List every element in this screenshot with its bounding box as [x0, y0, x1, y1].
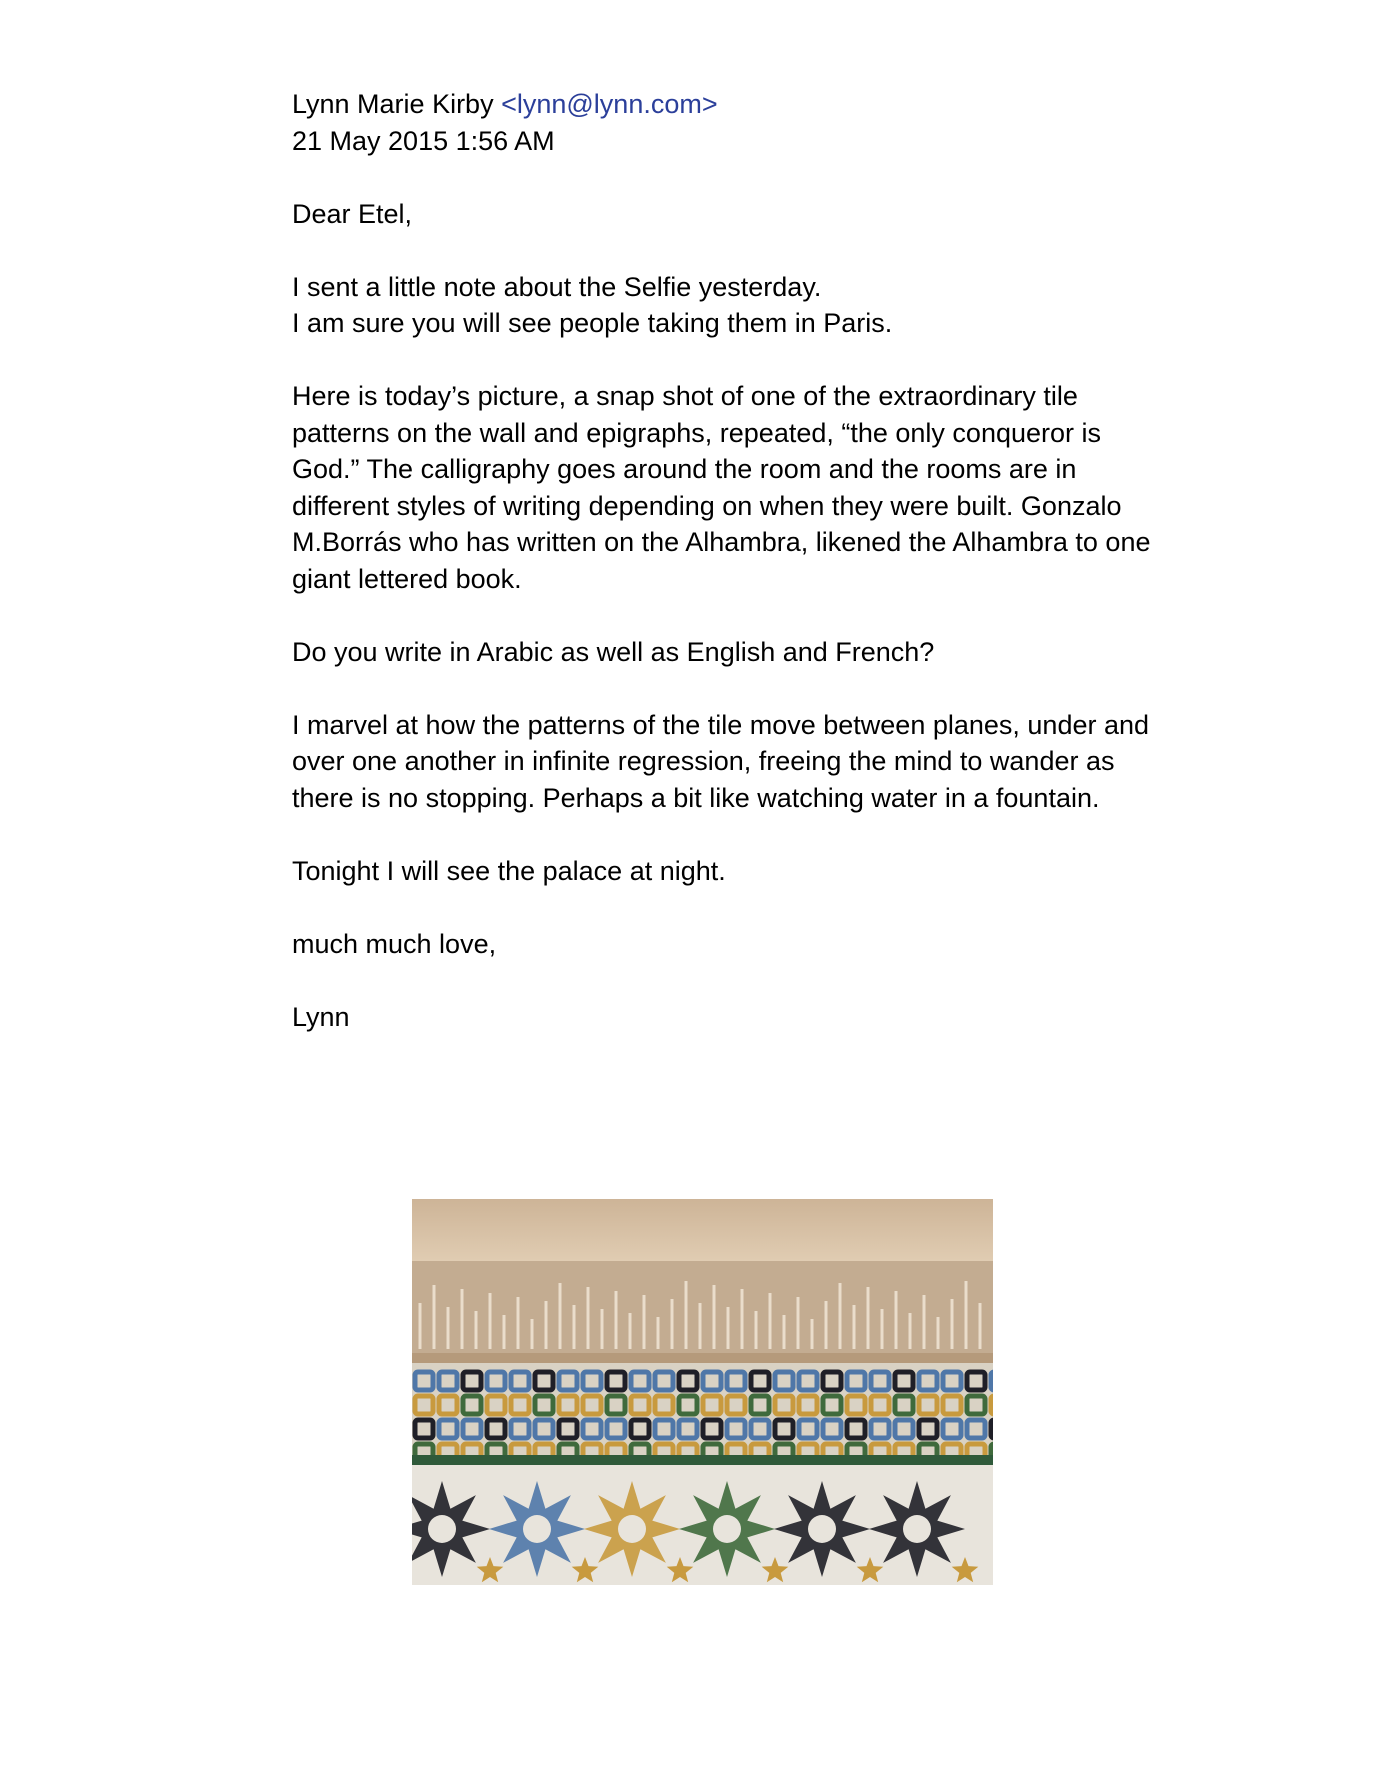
plaster-band: [412, 1199, 993, 1261]
calligraphy-band: [412, 1261, 993, 1359]
sender-email-link[interactable]: <lynn@lynn.com>: [501, 89, 718, 119]
paragraph-5: Tonight I will see the palace at night.: [292, 855, 726, 886]
closing: much much love,: [292, 928, 497, 959]
sender-name: Lynn Marie Kirby: [292, 89, 494, 119]
paragraph-2: Here is today’s picture, a snap shot of one of the extraordinary tile patterns on the wall and epigraphs, repeated, “the only conqueror is God.” The calligraphy goes around the room and the rooms are in different styles of writing depending on when they were built. Gonzalo M.Borrás who has written on the Alhambra, likened the Alhambra to one giant lettered book.: [292, 381, 1151, 594]
paragraph-1-line-2: I am sure you will see people taking them in Paris.: [292, 308, 893, 338]
tile-photo-illustration: [412, 1199, 993, 1585]
email-date: 21 May 2015 1:56 AM: [292, 125, 555, 156]
paragraph-1: [292, 269, 1152, 342]
paragraph-1-line-1: I sent a little note about the Selfie yesterday.: [292, 271, 822, 302]
paragraph-3: Do you write in Arabic as well as English and French?: [292, 636, 935, 667]
paragraph-4: I marvel at how the patterns of the tile move between planes, under and over one another in infinite regression, freeing the mind to wander as there is no stopping. Perhaps a bit like watching water in a fountain.: [292, 709, 1150, 813]
signature: Lynn: [292, 1001, 350, 1032]
sender-line: [292, 86, 1152, 123]
alhambra-tile-photo: [412, 1199, 993, 1585]
email-letter: [292, 86, 1152, 1072]
greeting: Dear Etel,: [292, 198, 413, 229]
